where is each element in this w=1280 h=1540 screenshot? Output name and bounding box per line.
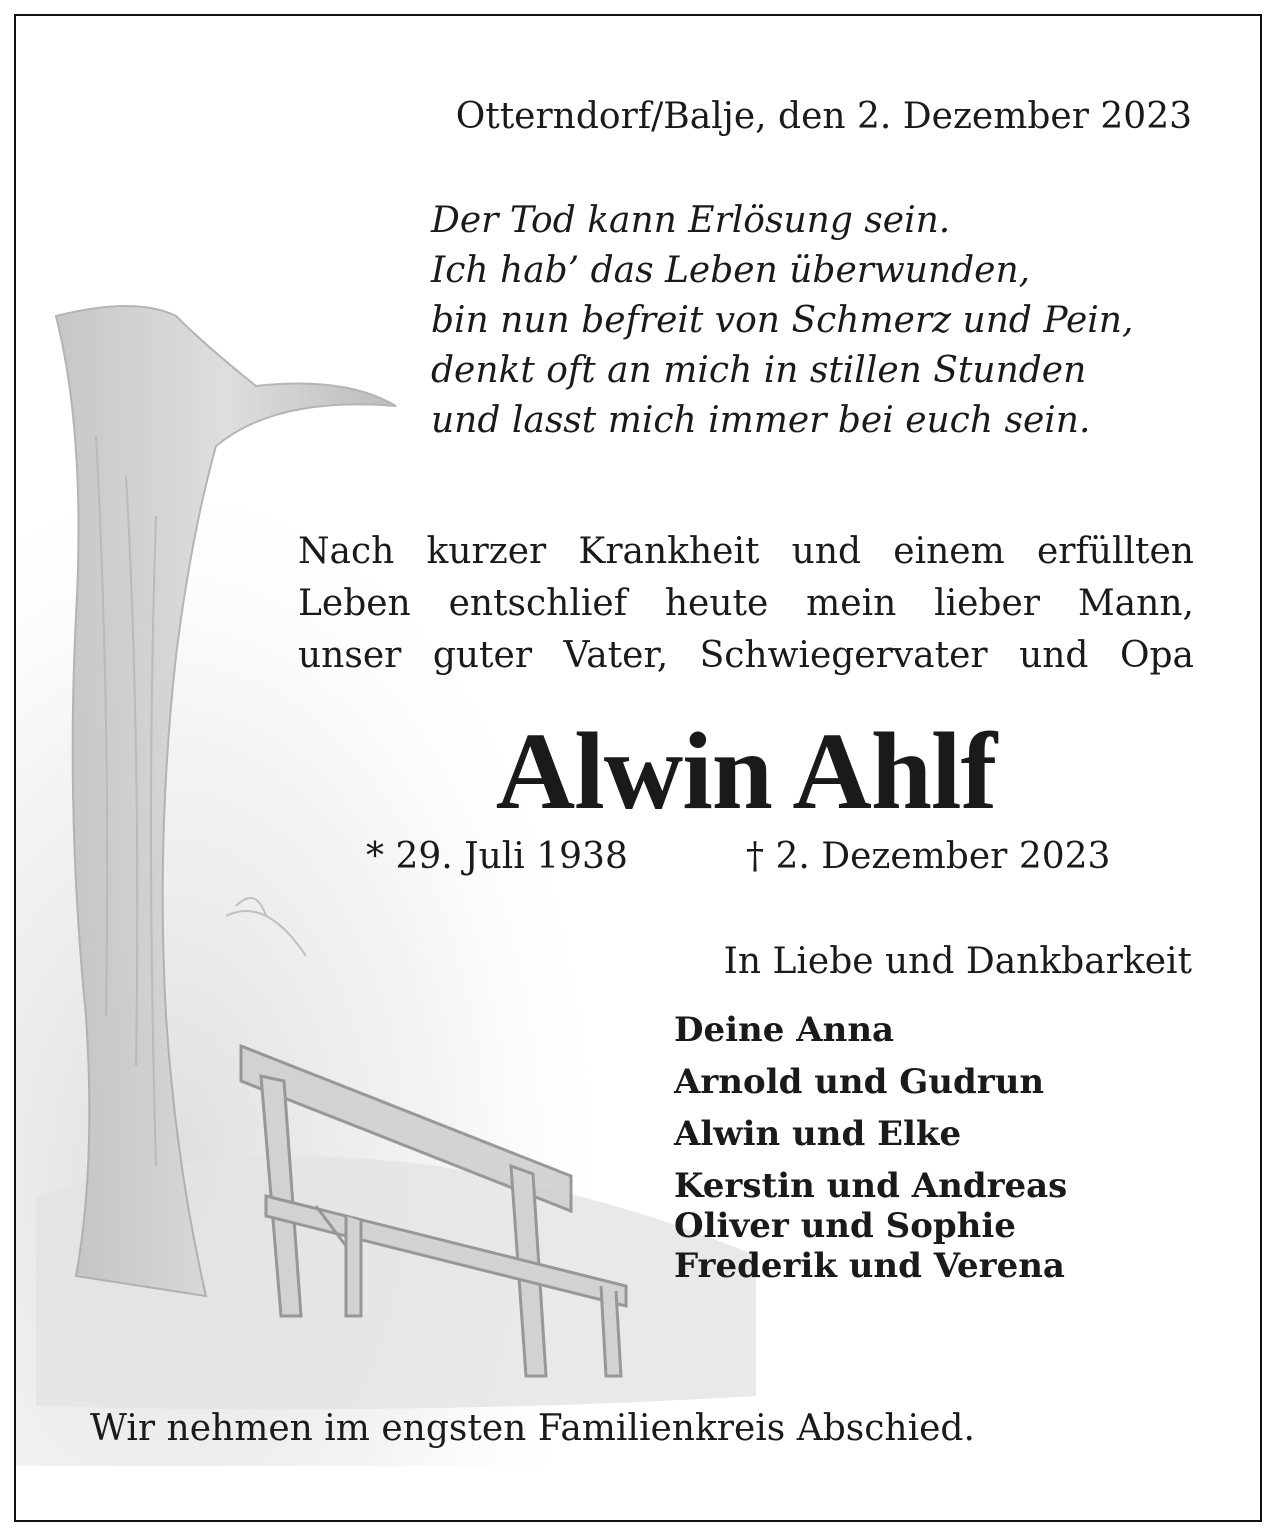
mourner: Frederik und Verena <box>674 1246 1065 1286</box>
poem-line: Ich hab’ das Leben überwunden, <box>431 250 1031 291</box>
mourner: Arnold und Gudrun <box>674 1062 1045 1102</box>
intro-line: Nach kurzer Krankheit und einem erfüllten <box>298 531 1194 572</box>
mourners-list <box>674 1010 1067 1286</box>
death-date: † 2. Dezember 2023 <box>746 836 1111 877</box>
poem-line: denkt oft an mich in stillen Stunden <box>431 350 1087 391</box>
intro-text <box>298 526 1194 682</box>
obituary-notice <box>14 14 1262 1522</box>
intro-line: Leben entschlief heute mein lieber Mann, <box>298 583 1194 624</box>
poem-line: bin nun befreit von Schmerz und Pein, <box>431 300 1134 341</box>
poem-line: Der Tod kann Erlösung sein. <box>431 200 951 241</box>
mourner: Kerstin und Andreas <box>674 1166 1068 1206</box>
intro-line: unser guter Vater, Schwiegervater und Opa <box>298 635 1194 676</box>
closing-phrase: In Liebe und Dankbarkeit <box>723 941 1192 982</box>
farewell-note: Wir nehmen im engsten Familienkreis Abschied. <box>90 1408 975 1449</box>
deceased-name: Alwin Ahlf <box>495 710 997 832</box>
mourner: Deine Anna <box>674 1010 895 1050</box>
place-date: Otterndorf/Balje, den 2. Dezember 2023 <box>455 96 1192 137</box>
poem <box>431 196 1133 446</box>
poem-line: und lasst mich immer bei euch sein. <box>431 400 1091 441</box>
birth-date: * 29. Juli 1938 <box>366 836 628 877</box>
mourner: Oliver und Sophie <box>674 1206 1016 1246</box>
mourner: Alwin und Elke <box>674 1114 962 1154</box>
